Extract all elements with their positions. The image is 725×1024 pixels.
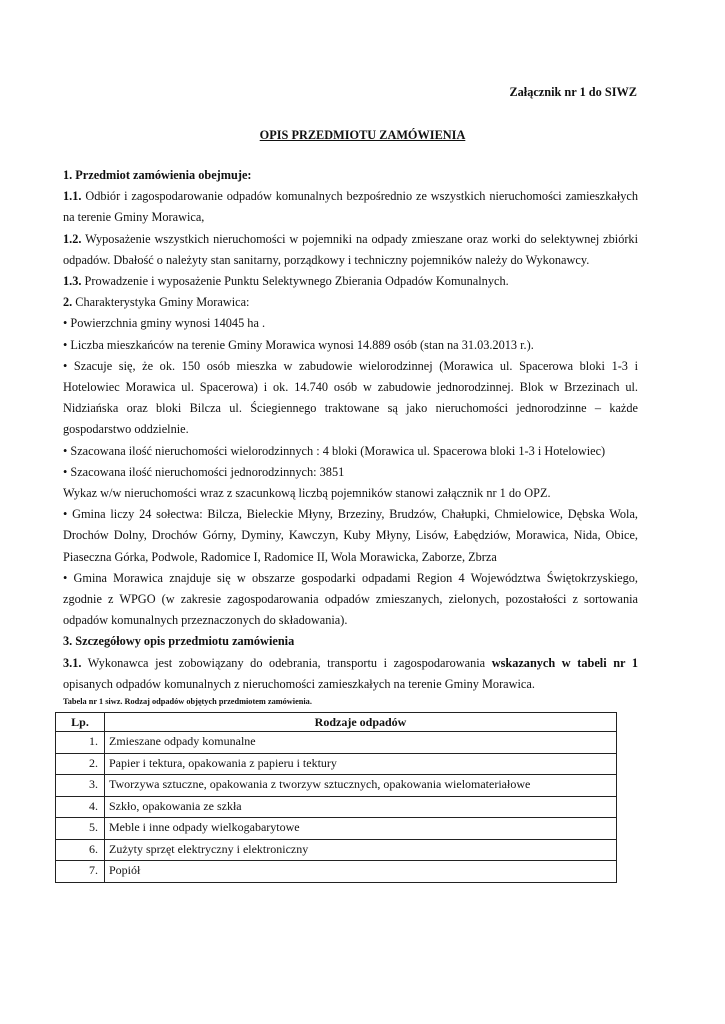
section-number: 2.: [63, 295, 73, 310]
waste-table: [55, 712, 617, 883]
table-row: [56, 775, 617, 797]
bullet-singlefamily: • Szacowana ilość nieruchomości jednorodzinnych: 3851: [63, 464, 345, 479]
row-waste-type: Tworzywa sztuczne, opakowania z tworzyw sztucznych, opakowania wielomateriałowe: [105, 775, 617, 797]
paragraph-text: opisanych odpadów komunalnych z nieruchomości zamieszkałych na terenie Gminy Morawica.: [63, 676, 535, 691]
paragraph-text: Odbiór i zagospodarowanie odpadów komunalnych bezpośrednio ze wszystkich nieruchomości zamieszkałych na terenie Gminy Morawica,: [63, 189, 638, 225]
bullet-area: • Powierzchnia gminy wynosi 14045 ha .: [63, 316, 266, 331]
table-row: [56, 839, 617, 861]
table-caption: Tabela nr 1 siwz. Rodzaj odpadów objętych przedmiotem zamówienia.: [63, 697, 312, 707]
section-2-heading: [63, 292, 638, 313]
table-row: [56, 796, 617, 818]
paragraph-1-3: [63, 271, 638, 292]
section-1-heading: 1. Przedmiot zamówienia obejmuje:: [63, 168, 252, 182]
paragraph-1-1: [63, 186, 638, 228]
row-number: 1.: [56, 732, 105, 754]
row-waste-type: Zużyty sprzęt elektryczny i elektroniczny: [105, 839, 617, 861]
paragraph-bold-text: wskazanych w tabeli nr 1: [491, 655, 638, 670]
row-waste-type: Papier i tektura, opakowania z papieru i tektury: [105, 753, 617, 775]
row-waste-type: Zmieszane odpady komunalne: [105, 732, 617, 754]
document-body: [63, 165, 638, 883]
paragraph-1-2: [63, 229, 638, 271]
page-title: OPIS PRZEDMIOTU ZAMÓWIENIA: [259, 128, 466, 142]
bullet-region: • Gmina Morawica znajduje się w obszarze gospodarki odpadami Region 4 Województwa Świętokrzyskiego, zgodnie z WPGO (w zakresie zagospodarowania odpadów zmieszanych, zielonych, pozostałości z sortowania odpadów komunalnych przeznaczonych do składowania).: [63, 570, 638, 628]
row-number: 7.: [56, 861, 105, 883]
row-number: 3.: [56, 775, 105, 797]
table-row: [56, 861, 617, 883]
paragraph-text: Prowadzenie i wyposażenie Punktu Selektywnego Zbierania Odpadów Komunalnych.: [81, 274, 509, 289]
bullet-estimate: • Szacuje się, że ok. 150 osób mieszka w zabudowie wielorodzinnej (Morawica ul. Spacerowa bloki 1-3 i Hotelowiec Morawica ul. Spacerowa) i ok. 14.740 osób w zabudowie jednorodzinnej. Blok w Brzezinach ul. Nidziańska oraz bloki Bilcza ul. Ściegiennego traktowane są jako nieruchomości jednorodzinne – każde gospodarstwo oddzielnie.: [63, 358, 638, 437]
annex-label: Załącznik nr 1 do SIWZ: [509, 85, 637, 99]
row-number: 2.: [56, 753, 105, 775]
paragraph-text: Wykonawca jest zobowiązany do odebrania, transportu i zagospodarowania: [81, 655, 492, 670]
row-number: 5.: [56, 818, 105, 840]
paragraph-number: 3.1.: [63, 655, 82, 670]
section-3-heading: 3. Szczegółowy opis przedmiotu zamówienia: [63, 634, 295, 649]
paragraph-number: 1.3.: [63, 274, 82, 289]
table-row: [56, 753, 617, 775]
column-header-lp: Lp.: [56, 713, 105, 732]
bullet-villages: • Gmina liczy 24 sołectwa: Bilcza, Bieleckie Młyny, Brzeziny, Brudzów, Chałupki, Chmielowice, Dębska Wola, Drochów Dolny, Drochów Górny, Dyminy, Kawczyn, Kuby Młyny, Lisów, Łabędziów, Morawica, Nida, Obice, Piaseczna Górka, Podwole, Radomice I, Radomice II, Wola Morawicka, Zaborze, Zbrza: [63, 507, 638, 564]
section-heading-text: Charakterystyka Gminy Morawica:: [72, 295, 250, 310]
row-waste-type: Popiół: [105, 861, 617, 883]
list-note: Wykaz w/w nieruchomości wraz z szacunkową liczbą pojemników stanowi załącznik nr 1 do OPZ.: [63, 486, 551, 501]
column-header-type: Rodzaje odpadów: [105, 713, 617, 732]
row-waste-type: Meble i inne odpady wielkogabarytowe: [105, 818, 617, 840]
bullet-population: • Liczba mieszkańców na terenie Gminy Morawica wynosi 14.889 osób (stan na 31.03.2013 r.).: [63, 337, 534, 352]
paragraph-text: Wyposażenie wszystkich nieruchomości w pojemniki na odpady zmieszane oraz worki do selektywnej zbiórki odpadów. Dbałość o należyty stan sanitarny, porządkowy i techniczny pojemników należy do Wykonawcy.: [63, 231, 638, 267]
row-number: 6.: [56, 839, 105, 861]
table-row: [56, 732, 617, 754]
table-header-row: [56, 713, 617, 732]
paragraph-number: 1.2.: [63, 231, 82, 246]
row-number: 4.: [56, 796, 105, 818]
table-row: [56, 818, 617, 840]
paragraph-3-1: [63, 653, 638, 695]
row-waste-type: Szkło, opakowania ze szkła: [105, 796, 617, 818]
paragraph-number: 1.1.: [63, 189, 82, 204]
bullet-multifamily: • Szacowana ilość nieruchomości wielorodzinnych : 4 bloki (Morawica ul. Spacerowa bloki 1-3 i Hotelowiec): [63, 443, 606, 458]
